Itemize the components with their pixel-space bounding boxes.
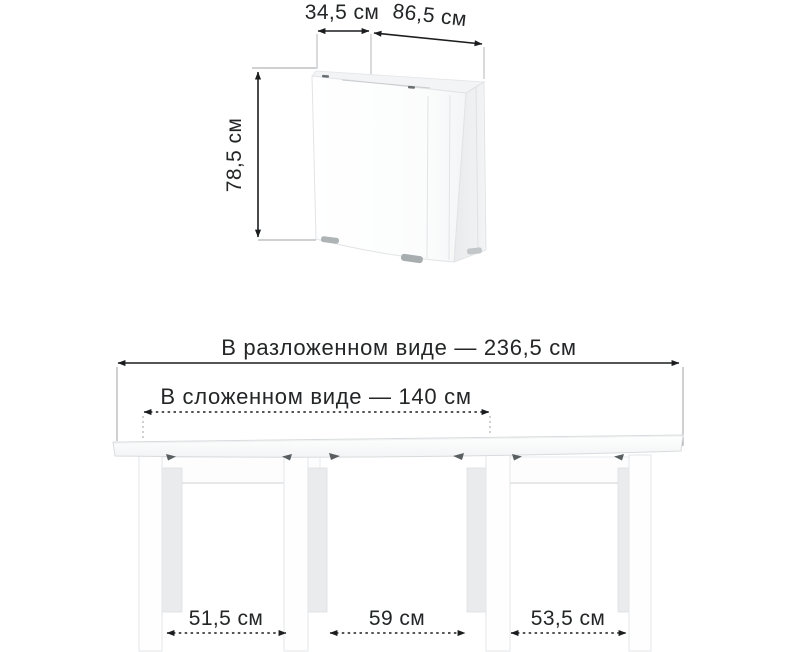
dimension-compact-length bbox=[143, 384, 490, 439]
back-leg bbox=[307, 468, 327, 612]
front-leg bbox=[486, 455, 510, 651]
front-leg bbox=[284, 455, 308, 651]
tabletop bbox=[113, 435, 683, 457]
front-leg bbox=[629, 455, 651, 651]
dimension-left-gap bbox=[167, 607, 286, 633]
dimension-width bbox=[374, 0, 482, 44]
width-arrow bbox=[374, 33, 482, 44]
front-leg bbox=[139, 455, 162, 651]
width-label: 86,5 см bbox=[391, 0, 469, 32]
dimension-right-gap bbox=[511, 607, 626, 633]
folded-table-front-face bbox=[312, 76, 466, 262]
compact-length-label: В сложенном виде — 140 см bbox=[160, 384, 472, 409]
center-gap-label: 59 см bbox=[368, 607, 426, 630]
dimension-depth bbox=[305, 1, 379, 31]
height-label: 78,5 см bbox=[223, 117, 246, 193]
back-leg bbox=[467, 468, 487, 612]
depth-label: 34,5 см bbox=[304, 1, 380, 24]
back-leg bbox=[162, 468, 182, 612]
hinge-mark bbox=[322, 75, 329, 78]
unfolded-table-view bbox=[113, 335, 683, 651]
folded-table bbox=[312, 71, 486, 263]
folded-table-view bbox=[223, 0, 486, 263]
right-gap-label: 53,5 см bbox=[530, 607, 606, 630]
dimension-center-gap bbox=[330, 607, 465, 633]
extended-length-label: В разложенном виде — 236,5 см bbox=[221, 335, 577, 360]
left-gap-label: 51,5 см bbox=[188, 607, 264, 630]
dimension-height bbox=[223, 72, 258, 237]
